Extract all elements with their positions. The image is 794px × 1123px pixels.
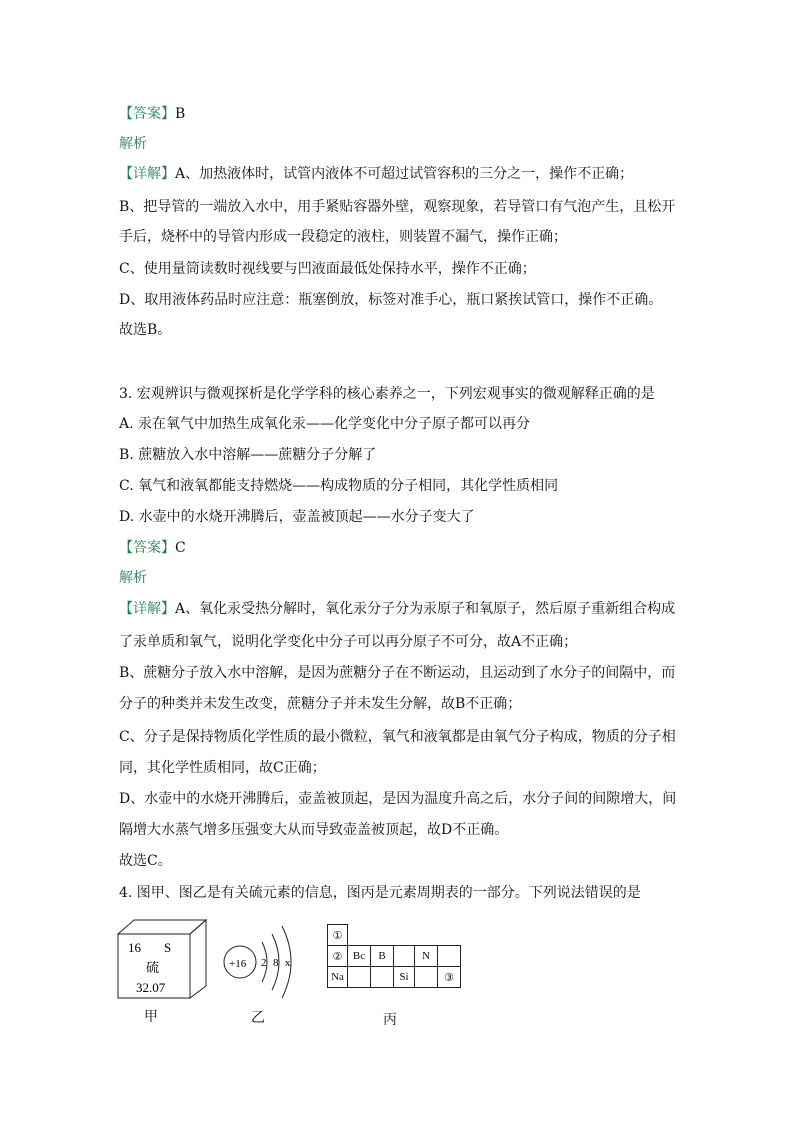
- detail-label: 【详解】: [119, 166, 175, 182]
- shell-3-electrons: x: [285, 957, 291, 969]
- analysis-label: 解析: [119, 570, 147, 586]
- element-number: 16: [128, 940, 141, 955]
- q3-option-d: D. 水壶中的水烧开沸腾后，壶盖被顶起——水分子变大了: [119, 509, 475, 525]
- table-cell: [414, 966, 438, 988]
- q3-analysis-line: [119, 568, 147, 588]
- q3-option-a: A. 汞在氧气中加热生成氧化汞——化学变化中分子原子都可以再分: [119, 416, 531, 432]
- answer-label: 【答案】: [119, 540, 175, 556]
- q2-line-1: B、把导管的一端放入水中，用手紧贴容器外壁，观察现象，若导管口有气泡产生，且松开: [119, 199, 676, 215]
- detail-label: 【详解】: [119, 601, 175, 617]
- table-cell: [347, 966, 371, 988]
- caption-bing: 丙: [383, 1012, 397, 1028]
- q2-line-5: 故选B。: [119, 322, 172, 338]
- element-mass: 32.07: [136, 980, 166, 995]
- table-cell: B: [370, 945, 394, 967]
- table-cell: [393, 945, 415, 967]
- caption-yi: 乙: [251, 1010, 265, 1026]
- shell-1-electrons: 2: [261, 957, 267, 969]
- q3-line-7: 隔增大水蒸气增多压强变大从而导致壶盖被顶起，故D不正确。: [119, 822, 509, 838]
- table-cell: Na: [327, 966, 348, 988]
- q2-analysis-line: [119, 134, 147, 154]
- figure-yi-atom-structure: [220, 920, 300, 1000]
- q2-line-0: A、加热液体时，试管内液体不可超过试管容积的三分之一，操作不正确；: [175, 166, 634, 182]
- figure-jia-element-box: [112, 914, 212, 1000]
- answer-value: C: [175, 540, 186, 556]
- q3-line-3: 分子的种类并未发生改变，蔗糖分子并未发生分解，故B不正确；: [119, 696, 522, 712]
- answer-value: B: [175, 106, 186, 122]
- q3-line-0: A、氧化汞受热分解时，氧化汞分子分为汞原子和氧原子，然后原子重新组合构成: [175, 601, 676, 617]
- analysis-label: 解析: [119, 136, 147, 152]
- table-cell: ③: [437, 966, 461, 988]
- figure-bing-periodic-table: [327, 924, 461, 990]
- table-cell: [370, 966, 394, 988]
- q2-answer-line: [119, 104, 185, 124]
- element-symbol: S: [164, 940, 172, 955]
- q2-line-4: D、取用液体药品时应注意：瓶塞倒放，标签对准手心，瓶口紧挨试管口，操作不正确。: [119, 292, 663, 308]
- nucleus-charge: +16: [229, 958, 247, 970]
- q4-stem: 4. 图甲、图乙是有关硫元素的信息，图丙是元素周期表的一部分。下列说法错误的是: [119, 885, 641, 901]
- q3-option-c: C. 氧气和液氧都能支持燃烧——构成物质的分子相同，其化学性质相同: [119, 478, 559, 494]
- table-cell: N: [414, 945, 438, 967]
- caption-jia: 甲: [144, 1009, 158, 1025]
- q3-answer-line: [119, 538, 186, 558]
- q3-line-4: C、分子是保持物质化学性质的最小微粒，氧气和液氧都是由氧气分子构成，物质的分子相: [119, 729, 676, 745]
- q3-line-2: B、蔗糖分子放入水中溶解，是因为蔗糖分子在不断运动，且运动到了水分子的间隔中，而: [119, 665, 676, 681]
- table-cell: [437, 945, 461, 967]
- q3-line-1: 了汞单质和氧气，说明化学变化中分子可以再分原子不可分，故A不正确；: [119, 634, 578, 650]
- q2-line-3: C、使用量筒读数时视线要与凹液面最低处保持水平，操作不正确；: [119, 261, 536, 277]
- table-cell: ①: [327, 924, 348, 946]
- q3-line-5: 同，其化学性质相同，故C正确；: [119, 760, 326, 776]
- q3-line-6: D、水壶中的水烧开沸腾后，壶盖被顶起，是因为温度升高之后，水分子间的间隙增大，间: [119, 791, 677, 807]
- q3-stem: 3. 宏观辨识与微观探析是化学学科的核心素养之一，下列宏观事实的微观解释正确的是: [119, 386, 655, 402]
- q3-line-8: 故选C。: [119, 853, 172, 869]
- answer-label: 【答案】: [119, 106, 175, 122]
- element-name: 硫: [146, 961, 160, 976]
- q2-detail-line: [119, 164, 633, 184]
- shell-2-electrons: 8: [273, 957, 279, 969]
- table-cell: ②: [327, 945, 348, 967]
- table-cell: Bc: [347, 945, 371, 967]
- q2-line-2: 手后，烧杯中的导管内形成一段稳定的液柱，则装置不漏气，操作正确；: [119, 229, 567, 245]
- table-cell: Si: [393, 966, 415, 988]
- q3-option-b: B. 蔗糖放入水中溶解——蔗糖分子分解了: [119, 447, 377, 463]
- q3-detail-line: [119, 599, 675, 619]
